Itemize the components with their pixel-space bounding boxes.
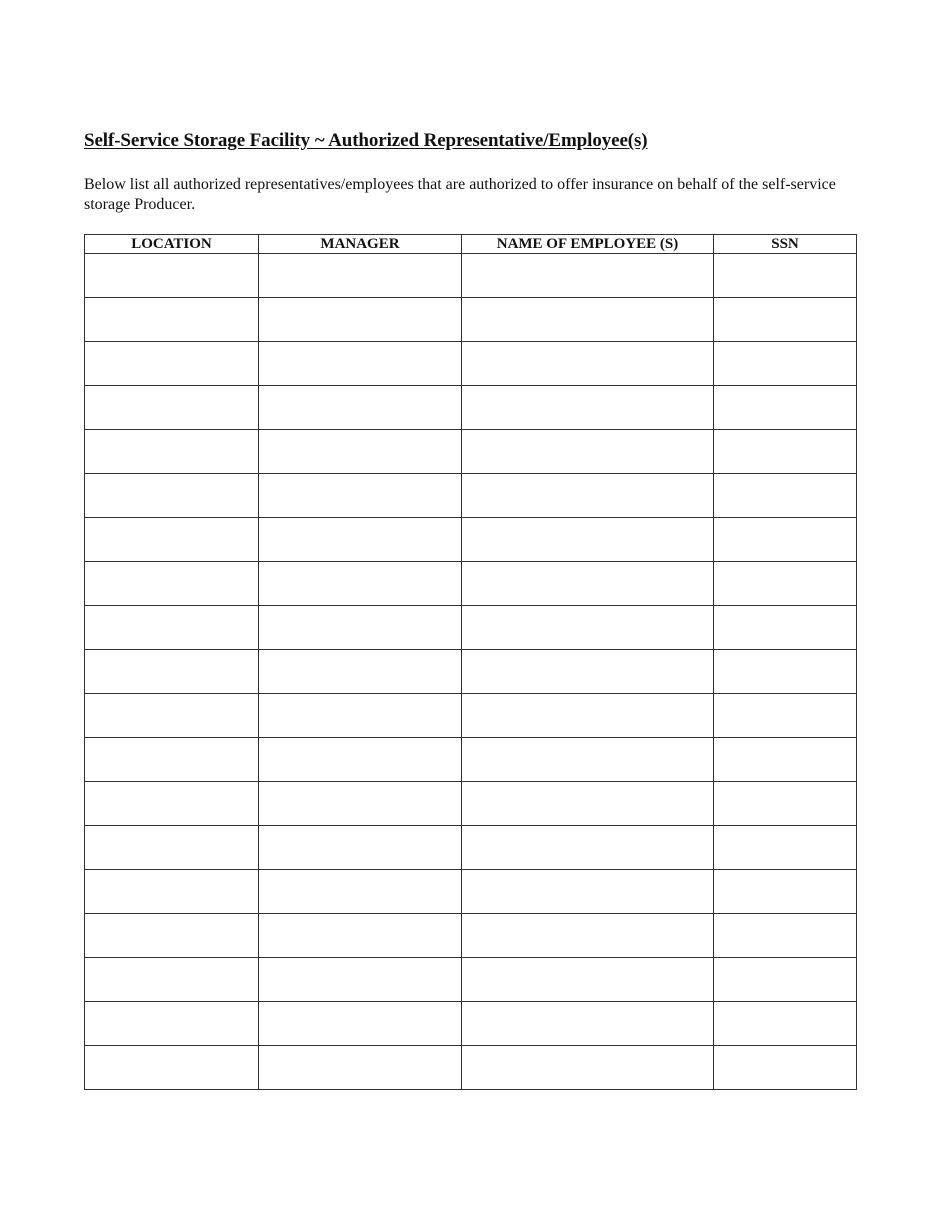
ssn-cell[interactable] xyxy=(714,342,857,386)
manager-cell[interactable] xyxy=(259,342,462,386)
location-cell[interactable] xyxy=(85,870,259,914)
ssn-cell[interactable] xyxy=(714,1002,857,1046)
location-cell[interactable] xyxy=(85,1002,259,1046)
location-cell[interactable] xyxy=(85,254,259,298)
manager-cell[interactable] xyxy=(259,386,462,430)
manager-cell[interactable] xyxy=(259,958,462,1002)
ssn-cell[interactable] xyxy=(714,474,857,518)
employee-name-cell[interactable] xyxy=(462,958,714,1002)
representatives-table xyxy=(84,234,857,1090)
location-cell[interactable] xyxy=(85,738,259,782)
location-cell[interactable] xyxy=(85,694,259,738)
ssn-cell[interactable] xyxy=(714,694,857,738)
employee-name-cell[interactable] xyxy=(462,694,714,738)
table-row xyxy=(85,1002,857,1046)
employee-name-cell[interactable] xyxy=(462,562,714,606)
ssn-cell[interactable] xyxy=(714,870,857,914)
location-cell[interactable] xyxy=(85,298,259,342)
employee-name-cell[interactable] xyxy=(462,650,714,694)
ssn-cell[interactable] xyxy=(714,1046,857,1090)
location-cell[interactable] xyxy=(85,474,259,518)
table-row xyxy=(85,254,857,298)
manager-cell[interactable] xyxy=(259,562,462,606)
ssn-cell[interactable] xyxy=(714,650,857,694)
table-row xyxy=(85,650,857,694)
location-cell[interactable] xyxy=(85,958,259,1002)
page-title: Self-Service Storage Facility ~ Authorized Representative/Employee(s) xyxy=(84,130,648,151)
ssn-cell[interactable] xyxy=(714,430,857,474)
manager-cell[interactable] xyxy=(259,518,462,562)
ssn-cell[interactable] xyxy=(714,958,857,1002)
manager-cell[interactable] xyxy=(259,606,462,650)
ssn-cell[interactable] xyxy=(714,738,857,782)
employee-name-cell[interactable] xyxy=(462,298,714,342)
location-cell[interactable] xyxy=(85,518,259,562)
manager-cell[interactable] xyxy=(259,650,462,694)
location-cell[interactable] xyxy=(85,606,259,650)
employee-name-cell[interactable] xyxy=(462,1002,714,1046)
column-header-location: LOCATION xyxy=(85,235,259,254)
table-row xyxy=(85,562,857,606)
location-cell[interactable] xyxy=(85,386,259,430)
table-row xyxy=(85,430,857,474)
employee-name-cell[interactable] xyxy=(462,254,714,298)
table-row xyxy=(85,914,857,958)
ssn-cell[interactable] xyxy=(714,562,857,606)
location-cell[interactable] xyxy=(85,650,259,694)
manager-cell[interactable] xyxy=(259,1002,462,1046)
location-cell[interactable] xyxy=(85,1046,259,1090)
ssn-cell[interactable] xyxy=(714,298,857,342)
employee-name-cell[interactable] xyxy=(462,518,714,562)
table-row xyxy=(85,606,857,650)
column-header-manager: MANAGER xyxy=(259,235,462,254)
table-row xyxy=(85,342,857,386)
location-cell[interactable] xyxy=(85,782,259,826)
manager-cell[interactable] xyxy=(259,1046,462,1090)
table-row xyxy=(85,694,857,738)
location-cell[interactable] xyxy=(85,342,259,386)
table-body xyxy=(85,254,857,1090)
table-row xyxy=(85,386,857,430)
table-row xyxy=(85,958,857,1002)
manager-cell[interactable] xyxy=(259,914,462,958)
table-row xyxy=(85,1046,857,1090)
ssn-cell[interactable] xyxy=(714,782,857,826)
table-row xyxy=(85,826,857,870)
ssn-cell[interactable] xyxy=(714,914,857,958)
manager-cell[interactable] xyxy=(259,738,462,782)
table-row xyxy=(85,738,857,782)
employee-name-cell[interactable] xyxy=(462,430,714,474)
employee-name-cell[interactable] xyxy=(462,738,714,782)
manager-cell[interactable] xyxy=(259,474,462,518)
manager-cell[interactable] xyxy=(259,694,462,738)
employee-name-cell[interactable] xyxy=(462,1046,714,1090)
manager-cell[interactable] xyxy=(259,870,462,914)
ssn-cell[interactable] xyxy=(714,254,857,298)
employee-name-cell[interactable] xyxy=(462,826,714,870)
ssn-cell[interactable] xyxy=(714,518,857,562)
employee-name-cell[interactable] xyxy=(462,342,714,386)
location-cell[interactable] xyxy=(85,430,259,474)
location-cell[interactable] xyxy=(85,826,259,870)
table-row xyxy=(85,518,857,562)
employee-name-cell[interactable] xyxy=(462,606,714,650)
employee-name-cell[interactable] xyxy=(462,782,714,826)
manager-cell[interactable] xyxy=(259,298,462,342)
employee-name-cell[interactable] xyxy=(462,870,714,914)
table-row xyxy=(85,298,857,342)
ssn-cell[interactable] xyxy=(714,606,857,650)
employee-name-cell[interactable] xyxy=(462,386,714,430)
intro-paragraph: Below list all authorized representatives/employees that are authorized to offer insurance on behalf of the self-service storage Producer. xyxy=(84,176,836,213)
column-header-ssn: SSN xyxy=(714,235,857,254)
ssn-cell[interactable] xyxy=(714,826,857,870)
table-row xyxy=(85,474,857,518)
employee-name-cell[interactable] xyxy=(462,474,714,518)
table-header-row xyxy=(85,235,857,254)
manager-cell[interactable] xyxy=(259,826,462,870)
ssn-cell[interactable] xyxy=(714,386,857,430)
location-cell[interactable] xyxy=(85,562,259,606)
column-header-employee-name: NAME OF EMPLOYEE (S) xyxy=(462,235,714,254)
manager-cell[interactable] xyxy=(259,782,462,826)
table-row xyxy=(85,870,857,914)
manager-cell[interactable] xyxy=(259,430,462,474)
manager-cell[interactable] xyxy=(259,254,462,298)
employee-name-cell[interactable] xyxy=(462,914,714,958)
location-cell[interactable] xyxy=(85,914,259,958)
table-row xyxy=(85,782,857,826)
